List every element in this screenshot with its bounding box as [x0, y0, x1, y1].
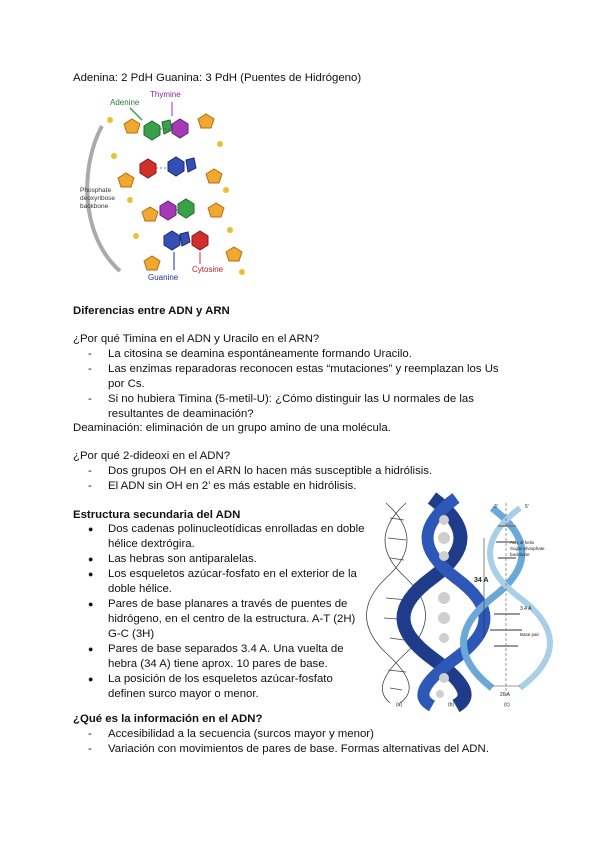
backbone-label-1: Phosphate [80, 187, 112, 194]
backbone-label-2: deoxyribose [80, 195, 116, 202]
list-item: - Accesibilidad a la secuencia (surcos mayor y menor) [88, 727, 528, 742]
base-sphere [439, 673, 449, 683]
stick-model [367, 503, 426, 703]
label-3prime: 3' [494, 504, 498, 510]
adenine-base [162, 120, 172, 134]
list-item: - La citosina se deamina espontáneamente formando Uracilo. [88, 347, 528, 362]
sugar-shape [124, 119, 140, 133]
phosphate-dot [111, 153, 117, 159]
label-backbone-2: backbone [510, 552, 530, 557]
sugar-shape [142, 207, 158, 221]
sugar-shape [144, 256, 160, 270]
q1-list [88, 347, 528, 422]
thymine-base [160, 201, 176, 220]
list-item: ● Los esqueletos azúcar-fosfato en el exterior de la doble hélice. [88, 567, 368, 597]
section-title-differences: Diferencias entre ADN y ARN [73, 305, 230, 317]
base-pairing-diagram [80, 86, 255, 282]
phosphate-dot [227, 227, 233, 233]
sugar-shape [198, 114, 214, 128]
phosphate-dot [217, 141, 223, 147]
base-sphere [439, 515, 449, 525]
phosphate-dot [223, 187, 229, 193]
list-item: ● Pares de base separados 3.4 A. Una vuelta de hebra (34 A) tiene aprox. 10 pares de base. [88, 642, 368, 672]
base-sphere [439, 633, 449, 643]
label-34a: 34 A [474, 577, 489, 584]
section-title-structure: Estructura secundaria del ADN [73, 509, 241, 521]
adenine-arrow [130, 108, 142, 120]
list-item: - Dos grupos OH en el ARN lo hacen más susceptible a hidrólisis. [88, 464, 528, 479]
cytosine-base [140, 159, 156, 178]
phosphate-dot [133, 233, 139, 239]
label-34small: 3.4 A [520, 606, 532, 612]
label-b: (b) [448, 702, 455, 708]
label-axis: Axis of helix [510, 540, 535, 545]
phosphate-dot [127, 197, 133, 203]
label-basepair: Base pair [520, 632, 540, 637]
base-sphere [438, 532, 450, 544]
thymine-label: Thymine [150, 90, 181, 99]
base-sphere [438, 612, 450, 624]
guanine-base [180, 232, 190, 246]
header-line: Adenina: 2 PdH Guanina: 3 PdH (Puentes de Hidrógeno) [73, 72, 362, 84]
stick-rung [388, 538, 406, 540]
information-list [88, 727, 528, 757]
label-a: (a) [396, 702, 403, 708]
label-20a: 20 A [500, 692, 511, 698]
label-5prime: 5' [525, 504, 529, 510]
guanine-base [164, 231, 180, 250]
list-item: ● Las hebras son antiparalelas. [88, 552, 368, 567]
list-item: ● Pares de base planares a través de puentes de hidrógeno, en el centro de la estructura. A-T (2H) G-C (3H) [88, 597, 368, 642]
stick-rung [390, 688, 402, 690]
list-item: - Variación con movimientos de pares de base. Formas alternativas del ADN. [88, 742, 528, 757]
list-item: - Las enzimas reparadoras reconocen estas “mutaciones” y reemplazan los Us por Cs. [88, 362, 503, 392]
cytosine-base [192, 231, 208, 250]
sugar-shape [206, 169, 222, 183]
thymine-base [172, 119, 188, 138]
list-item: - El ADN sin OH en 2’ es más estable en hidrólisis. [88, 479, 528, 494]
base-sphere [439, 551, 449, 561]
sugar-shape [118, 173, 134, 187]
list-item: ● Dos cadenas polinucleotídicas enrolladas en doble hélice dextrógira. [88, 522, 368, 552]
question-timina: ¿Por qué Timina en el ADN y Uracilo en el ARN? [73, 333, 320, 345]
list-item: - Si no hubiera Timina (5-metil-U): ¿Cómo distinguir las U normales de las resultantes de deaminación? [88, 392, 528, 422]
stick-rung [390, 638, 404, 640]
guanine-base [186, 158, 196, 172]
sugar-shape [208, 203, 224, 217]
space-filling-model [404, 498, 485, 706]
sugar-shape [226, 247, 242, 261]
section-title-information: ¿Qué es la información en el ADN? [73, 713, 263, 725]
stick-rung [388, 670, 406, 672]
structure-list [88, 522, 368, 702]
label-backbone-1: Sugar-phosphate [510, 546, 545, 551]
dna-helix-figure [370, 498, 545, 708]
question-dideoxi: ¿Por qué 2-dideoxi en el ADN? [73, 450, 231, 462]
adenine-base [144, 121, 160, 140]
phosphate-dot [107, 117, 113, 123]
guanine-label: Guanine [148, 273, 179, 282]
cytosine-label: Cytosine [192, 265, 224, 274]
guanine-base [168, 157, 184, 176]
deaminacion-text: Deaminación: eliminación de un grupo amino de una molécula. [73, 422, 391, 434]
backbone-label-3: backbone [80, 203, 109, 210]
phosphate-dot [239, 269, 245, 275]
adenine-base [178, 199, 194, 218]
list-item: ● La posición de los esqueletos azúcar-fosfato definen surco mayor o menor. [88, 672, 368, 702]
q2-list [88, 464, 528, 494]
label-c: (c) [504, 702, 510, 708]
base-sphere [436, 690, 444, 698]
base-sphere [438, 592, 450, 604]
adenine-label: Adenine [110, 98, 140, 107]
